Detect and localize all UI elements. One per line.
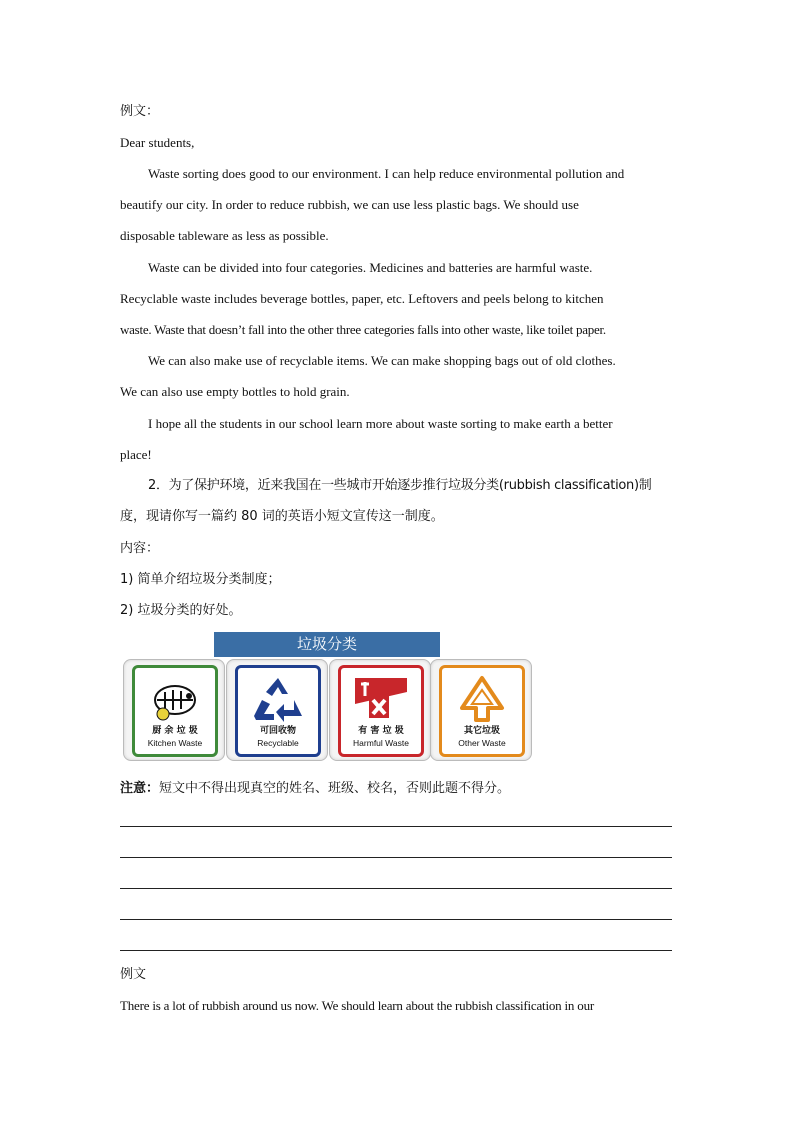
paragraph-line: I hope all the students in our school learn more about waste sorting to make earth a better (148, 416, 613, 431)
answer-line (120, 919, 672, 920)
note-label: 注意： (120, 781, 160, 796)
bin-label-en: Kitchen Waste (147, 738, 203, 748)
paragraph-line: There is a lot of rubbish around us now. We should learn about the rubbish classification in our (120, 998, 595, 1013)
paragraph-line: Recyclable waste includes beverage bottles, paper, etc. Leftovers and peels belong to kitchen (120, 291, 604, 306)
greeting: Dear students, (120, 135, 195, 150)
task-2-prompt-line: 度，现请你写一篇约 80 词的英语小短文宣传这一制度。 (120, 509, 444, 524)
answer-line (120, 826, 672, 827)
content-point: 2) 垃圾分类的好处。 (120, 603, 242, 618)
paragraph-line: waste. Waste that doesn’t fall into the other three categories falls into other waste, like toilet paper. (120, 322, 606, 337)
bin-kitchen-waste (123, 659, 225, 761)
paragraph-line: Waste can be divided into four categories. Medicines and batteries are harmful waste. (148, 260, 593, 275)
paragraph-line: We can also make use of recyclable items. We can make shopping bags out of old clothes. (148, 353, 616, 368)
bin-label-en: Recyclable (257, 738, 299, 748)
bin-recyclable (226, 659, 328, 761)
task-2-prompt-line: 2．为了保护环境，近来我国在一些城市开始逐步推行垃圾分类(rubbish classification)制 (148, 478, 652, 493)
answer-line (120, 888, 672, 889)
hazard-icon (351, 674, 411, 724)
paragraph-line: We can also use empty bottles to hold grain. (120, 384, 350, 399)
bin-label-en: Other Waste (458, 738, 506, 748)
bin-harmful-waste (329, 659, 431, 761)
bin-label-cn: 有 害 垃 圾 (358, 726, 404, 736)
paragraph-line: place! (120, 447, 152, 462)
content-point: 1) 简单介绍垃圾分类制度； (120, 572, 281, 587)
note-text: 短文中不得出现真空的姓名、班级、校名，否则此题不得分。 (159, 781, 511, 796)
content-label: 内容： (120, 541, 160, 556)
bin-frame (439, 665, 525, 757)
bin-label-cn: 其它垃圾 (463, 726, 500, 736)
sample-2-heading: 例文 (120, 967, 147, 982)
recycle-icon (248, 674, 308, 724)
answer-line (120, 857, 672, 858)
note (120, 780, 680, 798)
paragraph-line: beautify our city. In order to reduce rubbish, we can use less plastic bags. We should use (120, 197, 579, 212)
paragraph-line: disposable tableware as less as possible. (120, 228, 329, 243)
bin-label-cn: 可回收物 (259, 726, 296, 736)
bin-frame (338, 665, 424, 757)
bin-label-en: Harmful Waste (353, 738, 409, 748)
bin-frame (235, 665, 321, 757)
paragraph-line: Waste sorting does good to our environment. I can help reduce environmental pollution and (148, 166, 625, 181)
answer-line (120, 950, 672, 951)
sample-heading: 例文： (120, 104, 160, 119)
bin-label-cn: 厨 余 垃 圾 (152, 726, 198, 736)
rubbish-classification-banner: 垃圾分类 (214, 632, 440, 657)
fish-bone-icon (145, 674, 205, 724)
bin-frame (132, 665, 218, 757)
tree-icon (452, 674, 512, 724)
bin-other-waste (430, 659, 532, 761)
